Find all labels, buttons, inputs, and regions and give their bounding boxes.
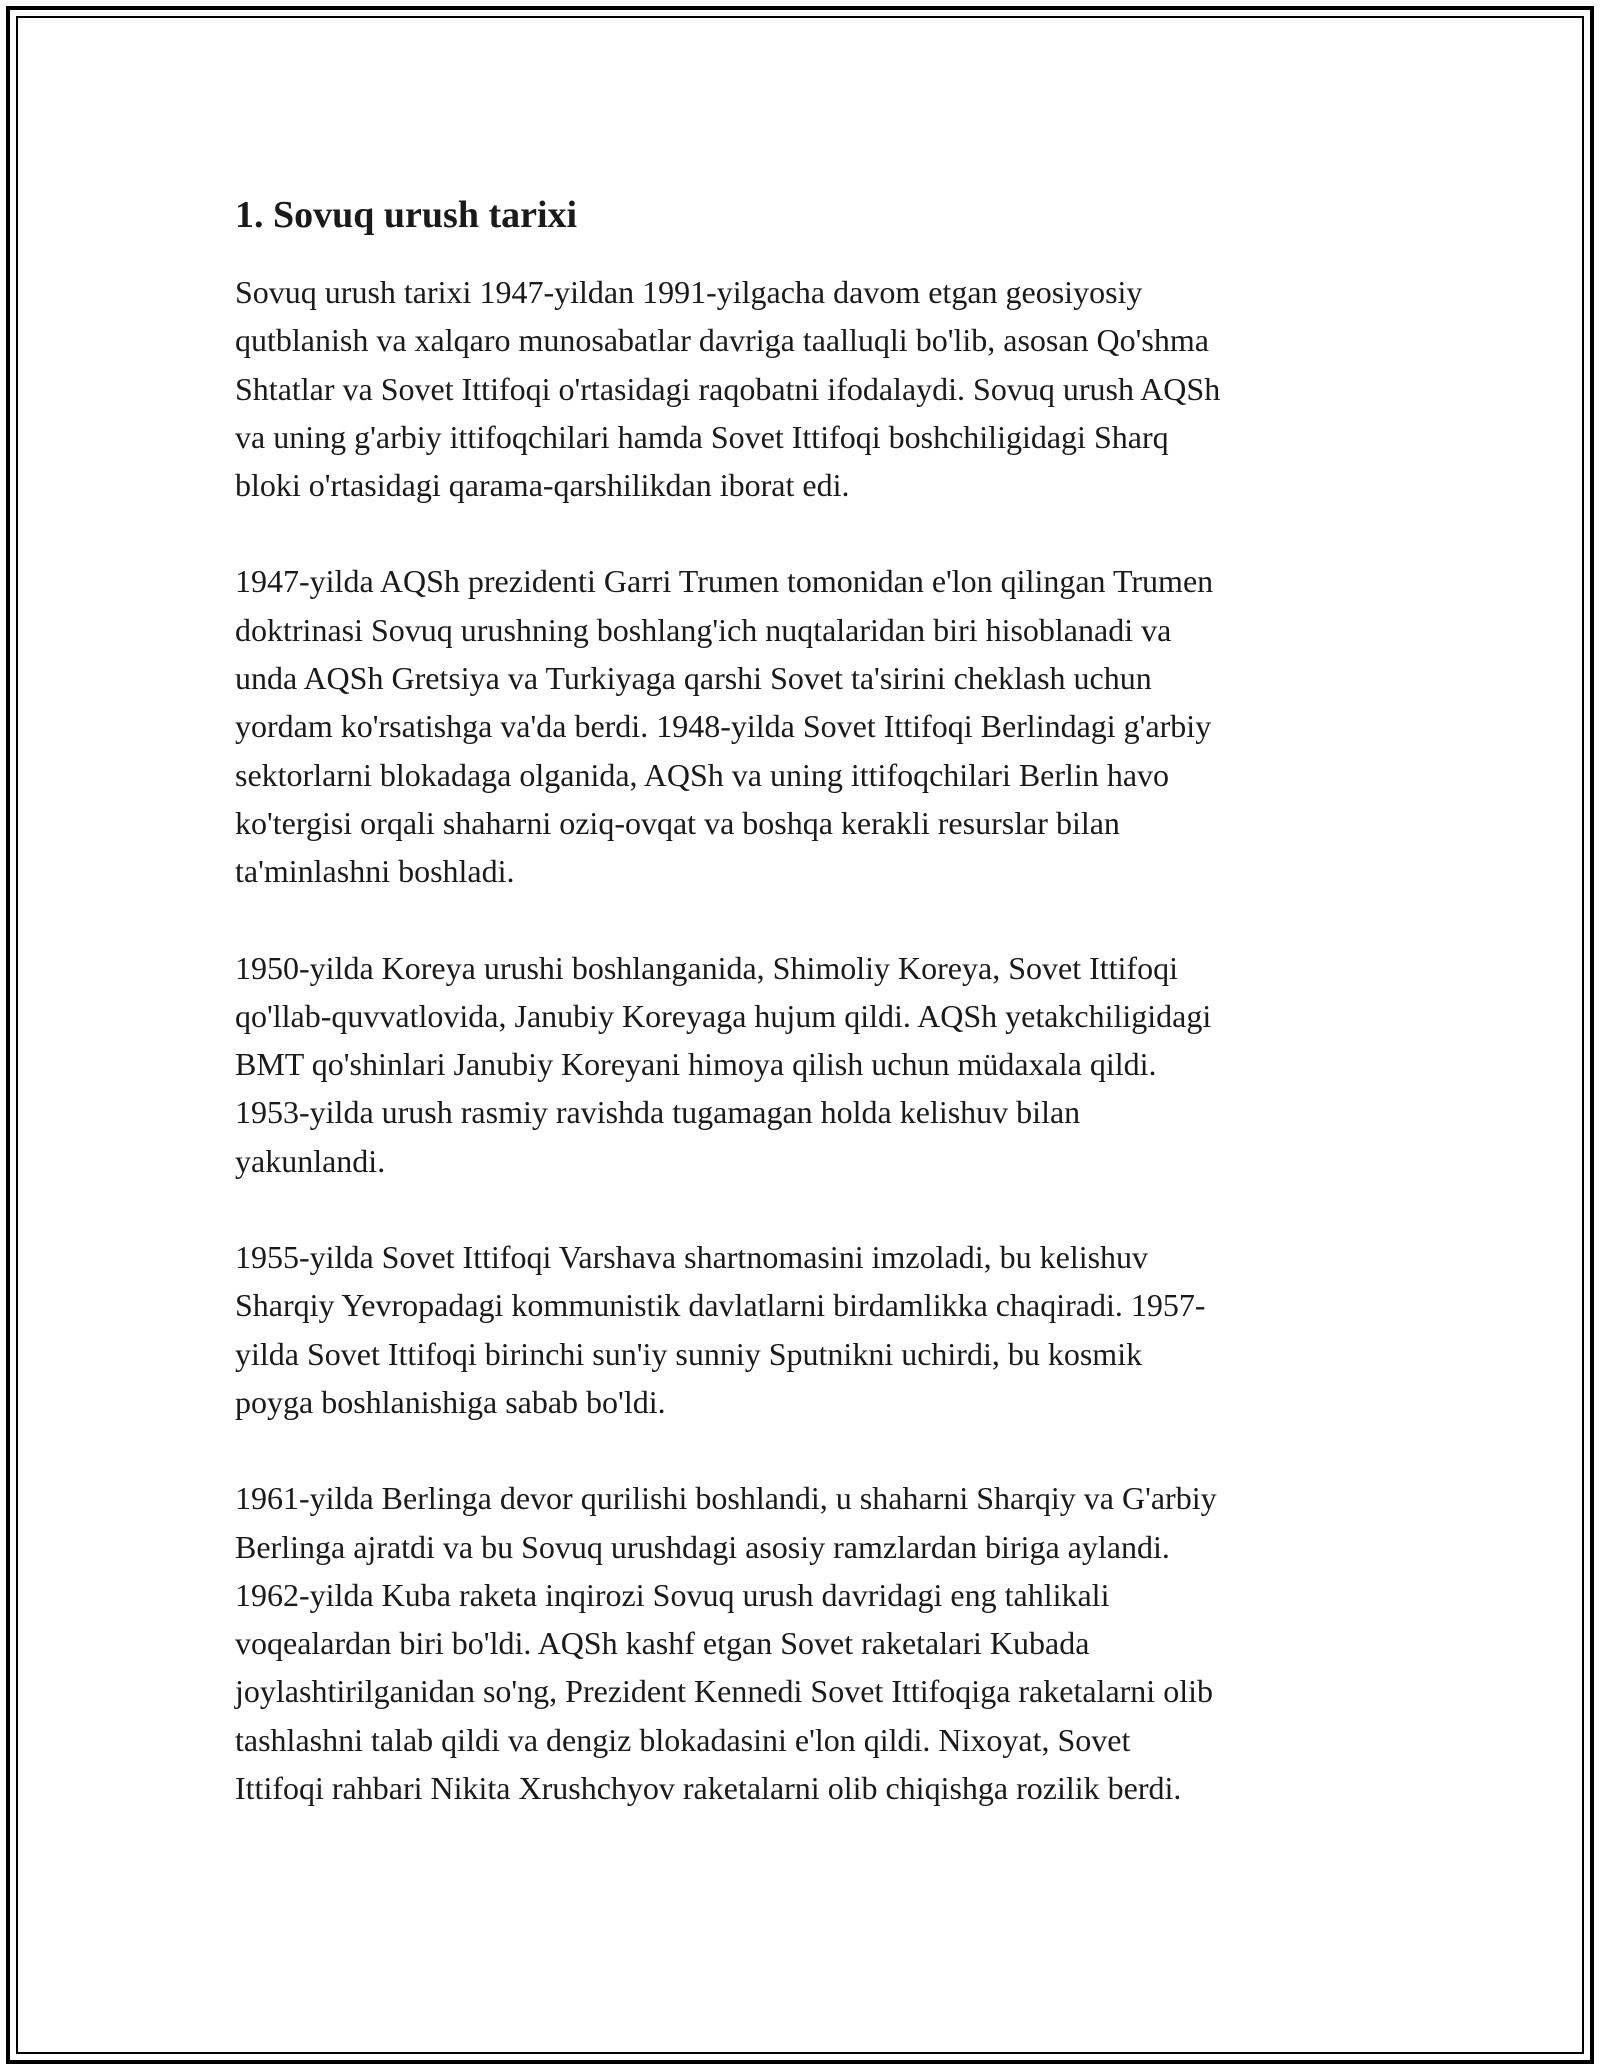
paragraph-3: 1950-yilda Koreya urushi boshlanganida, Shimoliy Koreya, Sovet Ittifoqi qo'llab-quvvatlovida, Janubiy Koreyaga hujum qildi. AQSh yetakchiligidagi BMT qo'shinlari Janubiy Koreyani himoya qilish uchun müdaxala qildi. 1953-yilda urush rasmiy ravishda tugamagan holda kelishuv bilan yakunlandi. [235,949,1212,1179]
paragraph-4: 1955-yilda Sovet Ittifoqi Varshava shartnomasini imzoladi, bu kelishuv Sharqiy Yevropadagi kommunistik davlatlarni birdamlikka chaqiradi. 1957- yilda Sovet Ittifoqi birinchi sun'iy sunniy Sputnikni uchirdi, bu kosmik poyga boshlanishiga sabab bo'ldi. [235,1239,1206,1420]
paragraph-1: Sovuq urush tarixi 1947-yildan 1991-yilgacha davom etgan geosiyosiy qutblanish va xalqaro munosabatlar davriga taalluqli bo'lib, asosan Qo'shma Shtatlar va Sovet Ittifoqi o'rtasidagi raqobatni ifodalaydi. Sovuq urush AQSh va uning g'arbiy ittifoqchilari hamda Sovet Ittifoqi boshchiligidagi Sharq bloki o'rtasidagi qarama-qarshilikdan iborat edi. [235,274,1221,504]
paragraph-2: 1947-yilda AQSh prezidenti Garri Trumen tomonidan e'lon qilingan Trumen doktrinasi Sovuq urushning boshlang'ich nuqtalaridan biri hisoblanadi va unda AQSh Gretsiya va Turkiyaga qarshi Sovet ta'sirini cheklash uchun yordam ko'rsatishga va'da berdi. 1948-yilda Sovet Ittifoqi Berlindagi g'arbiy sektorlarni blokadaga olganida, AQSh va uning ittifoqchilari Berlin havo ko'tergisi orqali shaharni oziq-ovqat va boshqa kerakli resurslar bilan ta'minlashni boshladi. [235,563,1214,890]
paragraph-5: 1961-yilda Berlinga devor qurilishi boshlandi, u shaharni Sharqiy va G'arbiy Berlinga ajratdi va bu Sovuq urushdagi asosiy ramzlardan biriga aylandi. 1962-yilda Kuba raketa inqirozi Sovuq urush davridagi eng tahlikali voqealardan biri bo'ldi. AQSh kashf etgan Sovet raketalari Kubada joylashtirilganidan so'ng, Prezident Kennedi Sovet Ittifoqiga raketalarni olib tashlashni talab qildi va dengiz blokadasini e'lon qildi. Nixoyat, Sovet Ittifoqi rahbari Nikita Xrushchyov raketalarni olib chiqishga rozilik berdi. [235,1480,1217,1807]
section-heading: 1. Sovuq urush tarixi [235,194,578,236]
document-body [235,186,1375,1860]
